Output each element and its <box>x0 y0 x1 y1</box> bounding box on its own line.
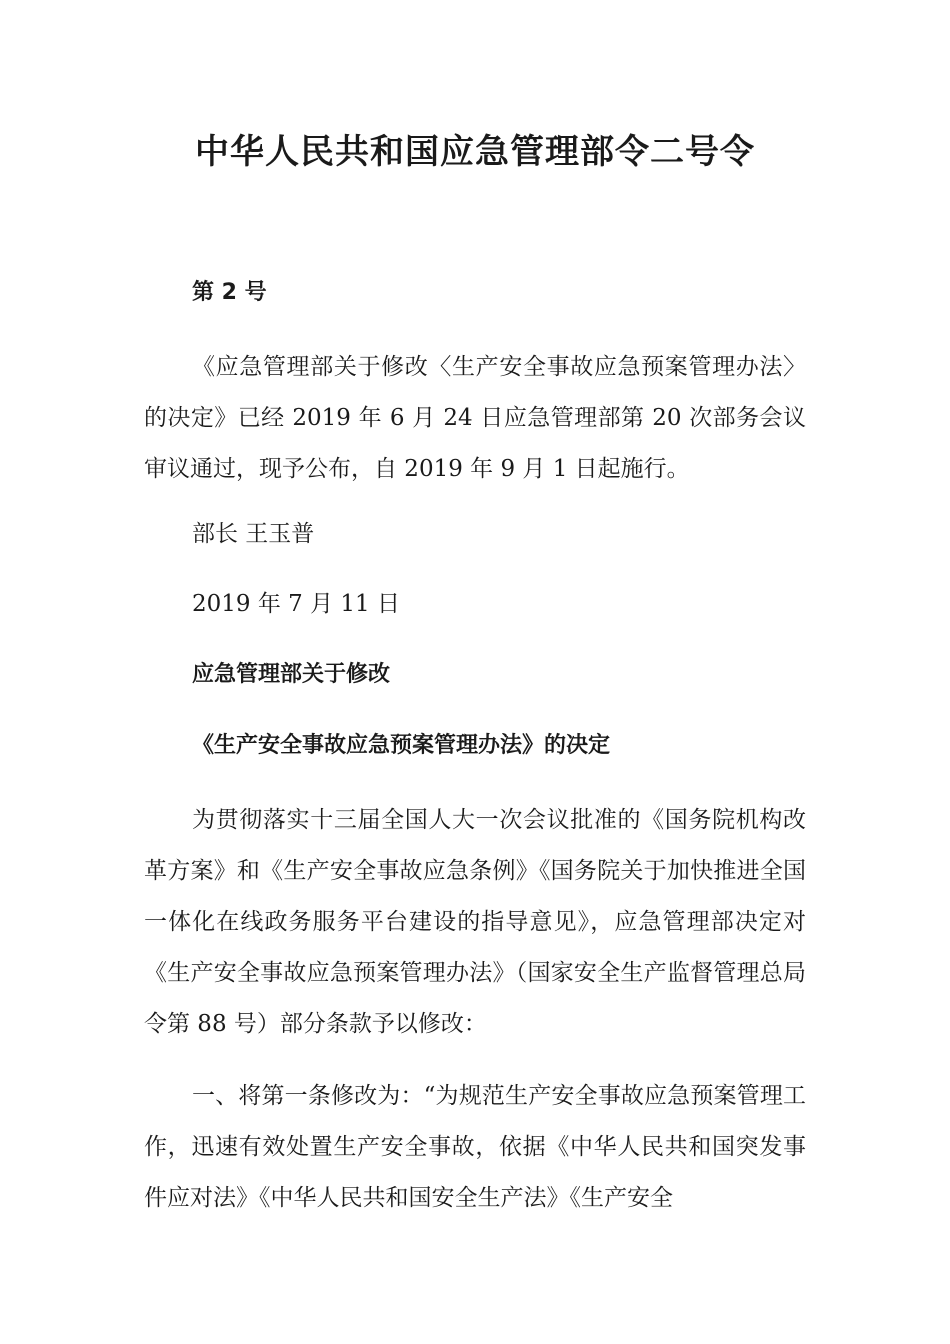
order-number: 第 2 号 <box>192 280 267 305</box>
decision-heading-line2: 《生产安全事故应急预案管理办法》的决定 <box>192 733 611 758</box>
article-one-paragraph: 一、将第一条修改为：“为规范生产安全事故应急预案管理工作，迅速有效处置生产安全事故，依据《中华人民共和国突发事件应对法》《中华人民共和国安全生产法》《生产安全 <box>144 1083 806 1211</box>
announcement-paragraph: 《应急管理部关于修改〈生产安全事故应急预案管理办法〉的决定》已经 2019 年 6 月 24 日应急管理部第 20 次部务会议审议通过，现予公布，自 2019 年 9 月 1 日起施行。 <box>144 354 806 482</box>
issue-date: 2019 年 7 月 11 日 <box>192 591 400 617</box>
signatory: 部长 王玉普 <box>192 521 315 547</box>
preamble-paragraph: 为贯彻落实十三届全国人大一次会议批准的《国务院机构改革方案》和《生产安全事故应急条例》《国务院关于加快推进全国一体化在线政务服务平台建设的指导意见》，应急管理部决定对《生产安全事故应急预案管理办法》（国家安全生产监督管理总局令第 88 号）部分条款予以修改： <box>144 807 806 1037</box>
decision-heading-line1: 应急管理部关于修改 <box>192 662 391 687</box>
document-title: 中华人民共和国应急管理部令二号令 <box>195 132 755 172</box>
